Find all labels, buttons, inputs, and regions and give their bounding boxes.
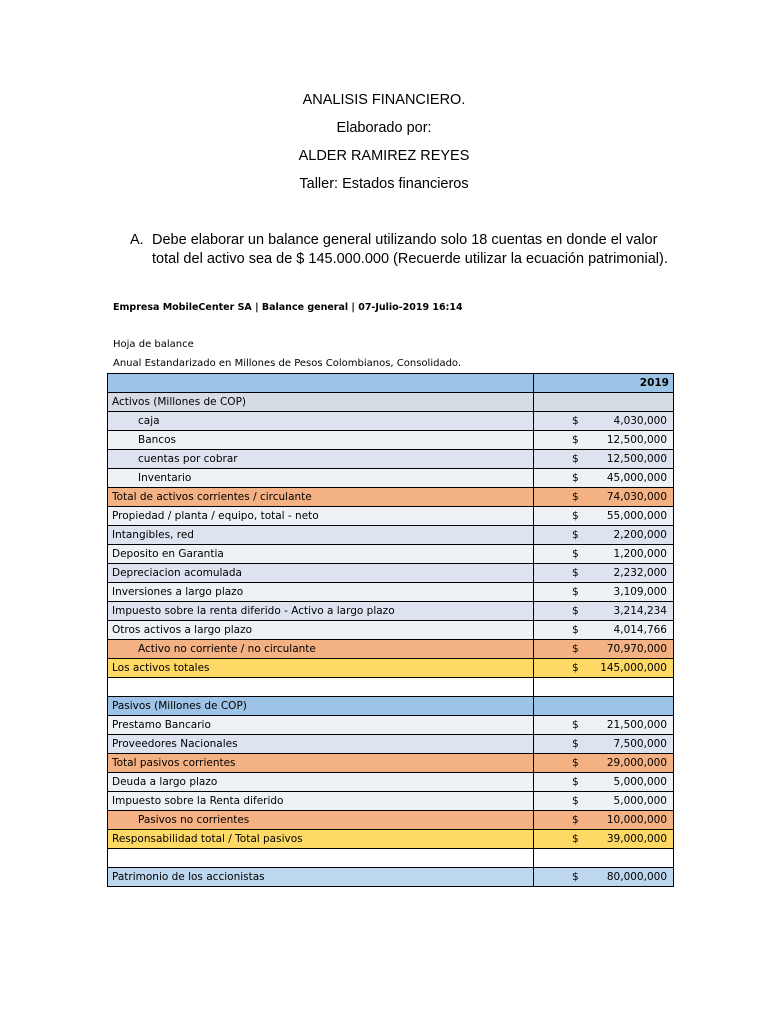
spacer-row <box>108 678 674 697</box>
row-value: 145,000,000 <box>600 662 667 674</box>
author-name: ALDER RAMIREZ REYES <box>298 148 470 164</box>
row-label: Deuda a largo plazo <box>108 773 534 792</box>
equity-label: Patrimonio de los accionistas <box>108 868 534 887</box>
assets-header: Activos (Millones de COP) <box>108 393 534 412</box>
equity-value: 80,000,000 <box>606 871 667 883</box>
table-row <box>108 412 674 431</box>
row-value: 3,214,234 <box>613 605 667 617</box>
row-label: Otros activos a largo plazo <box>108 621 534 640</box>
row-value: 29,000,000 <box>606 757 667 769</box>
row-value: 3,109,000 <box>613 586 667 598</box>
currency-sign: $ <box>572 814 579 826</box>
currency-sign: $ <box>572 738 579 750</box>
currency-sign: $ <box>572 757 579 769</box>
table-row <box>108 545 674 564</box>
table-row <box>108 602 674 621</box>
row-value: 39,000,000 <box>606 833 667 845</box>
row-value: 12,500,000 <box>606 434 667 446</box>
row-label: Impuesto sobre la renta diferido - Activo a largo plazo <box>108 602 534 621</box>
row-label: Responsabilidad total / Total pasivos <box>108 830 534 849</box>
row-label: Total de activos corrientes / circulante <box>108 488 534 507</box>
table-row <box>108 716 674 735</box>
row-value: 70,970,000 <box>606 643 667 655</box>
noncurrent-assets-total-row <box>108 640 674 659</box>
table-row <box>108 621 674 640</box>
currency-sign: $ <box>572 871 579 883</box>
table-row <box>108 773 674 792</box>
currency-sign: $ <box>572 662 579 674</box>
sheet-description: Anual Estandarizado en Millones de Pesos Colombianos, Consolidado. <box>113 358 462 369</box>
row-label: Bancos <box>108 431 534 450</box>
table-row <box>108 735 674 754</box>
current-liabilities-total-row <box>108 754 674 773</box>
year-header-row <box>108 374 674 393</box>
currency-sign: $ <box>572 605 579 617</box>
row-label: Intangibles, red <box>108 526 534 545</box>
table-row <box>108 431 674 450</box>
row-label: Proveedores Nacionales <box>108 735 534 754</box>
row-value: 10,000,000 <box>606 814 667 826</box>
company-line: Empresa MobileCenter SA | Balance general | 07-Julio-2019 16:14 <box>113 302 463 313</box>
row-value: 55,000,000 <box>606 510 667 522</box>
noncurrent-liabilities-total-row <box>108 811 674 830</box>
currency-sign: $ <box>572 643 579 655</box>
table-row <box>108 526 674 545</box>
currency-sign: $ <box>572 548 579 560</box>
prepared-by-label: Elaborado por: <box>336 120 432 136</box>
row-value: 5,000,000 <box>613 776 667 788</box>
row-label: Activo no corriente / no circulante <box>108 640 534 659</box>
currency-sign: $ <box>572 491 579 503</box>
task-letter: A. <box>130 232 144 248</box>
row-value: 2,232,000 <box>613 567 667 579</box>
currency-sign: $ <box>572 472 579 484</box>
table-row <box>108 507 674 526</box>
currency-sign: $ <box>572 567 579 579</box>
row-label: Prestamo Bancario <box>108 716 534 735</box>
table-row <box>108 564 674 583</box>
currency-sign: $ <box>572 415 579 427</box>
row-value: 12,500,000 <box>606 453 667 465</box>
currency-sign: $ <box>572 434 579 446</box>
row-label: Impuesto sobre la Renta diferido <box>108 792 534 811</box>
table-row <box>108 469 674 488</box>
currency-sign: $ <box>572 529 579 541</box>
row-label: Deposito en Garantia <box>108 545 534 564</box>
table-row <box>108 792 674 811</box>
row-value: 1,200,000 <box>613 548 667 560</box>
currency-sign: $ <box>572 510 579 522</box>
currency-sign: $ <box>572 453 579 465</box>
currency-sign: $ <box>572 586 579 598</box>
row-value: 2,200,000 <box>613 529 667 541</box>
equity-row <box>108 868 674 887</box>
total-assets-row <box>108 659 674 678</box>
row-value: 21,500,000 <box>606 719 667 731</box>
currency-sign: $ <box>572 776 579 788</box>
liabilities-header-row <box>108 697 674 716</box>
row-label: Propiedad / planta / equipo, total - neto <box>108 507 534 526</box>
row-label: cuentas por cobrar <box>108 450 534 469</box>
currency-sign: $ <box>572 719 579 731</box>
current-assets-total-row <box>108 488 674 507</box>
currency-sign: $ <box>572 833 579 845</box>
row-label: Depreciacion acomulada <box>108 564 534 583</box>
row-value: 74,030,000 <box>606 491 667 503</box>
row-value: 45,000,000 <box>606 472 667 484</box>
doc-title: ANALISIS FINANCIERO. <box>302 92 466 108</box>
sheet-title: Hoja de balance <box>113 339 194 350</box>
liabilities-header: Pasivos (Millones de COP) <box>108 697 534 716</box>
table-row <box>108 450 674 469</box>
currency-sign: $ <box>572 795 579 807</box>
spacer-row <box>108 849 674 868</box>
row-value: 4,014,766 <box>613 624 667 636</box>
row-label: Total pasivos corrientes <box>108 754 534 773</box>
assets-header-row <box>108 393 674 412</box>
table-row <box>108 583 674 602</box>
workshop-title: Taller: Estados financieros <box>299 176 469 192</box>
year-header: 2019 <box>534 374 674 393</box>
row-label: Inventario <box>108 469 534 488</box>
currency-sign: $ <box>572 624 579 636</box>
row-value: 7,500,000 <box>613 738 667 750</box>
row-label: Inversiones a largo plazo <box>108 583 534 602</box>
row-label: Los activos totales <box>108 659 534 678</box>
task-text: Debe elaborar un balance general utilizando solo 18 cuentas en donde el valor total del activo sea de $ 145.000.000 (Recuerde utilizar la ecuación patrimonial). <box>152 232 668 267</box>
row-label: caja <box>108 412 534 431</box>
total-liabilities-row <box>108 830 674 849</box>
row-label: Pasivos no corrientes <box>108 811 534 830</box>
row-value: 4,030,000 <box>613 415 667 427</box>
row-value: 5,000,000 <box>613 795 667 807</box>
balance-sheet-table <box>107 373 674 887</box>
